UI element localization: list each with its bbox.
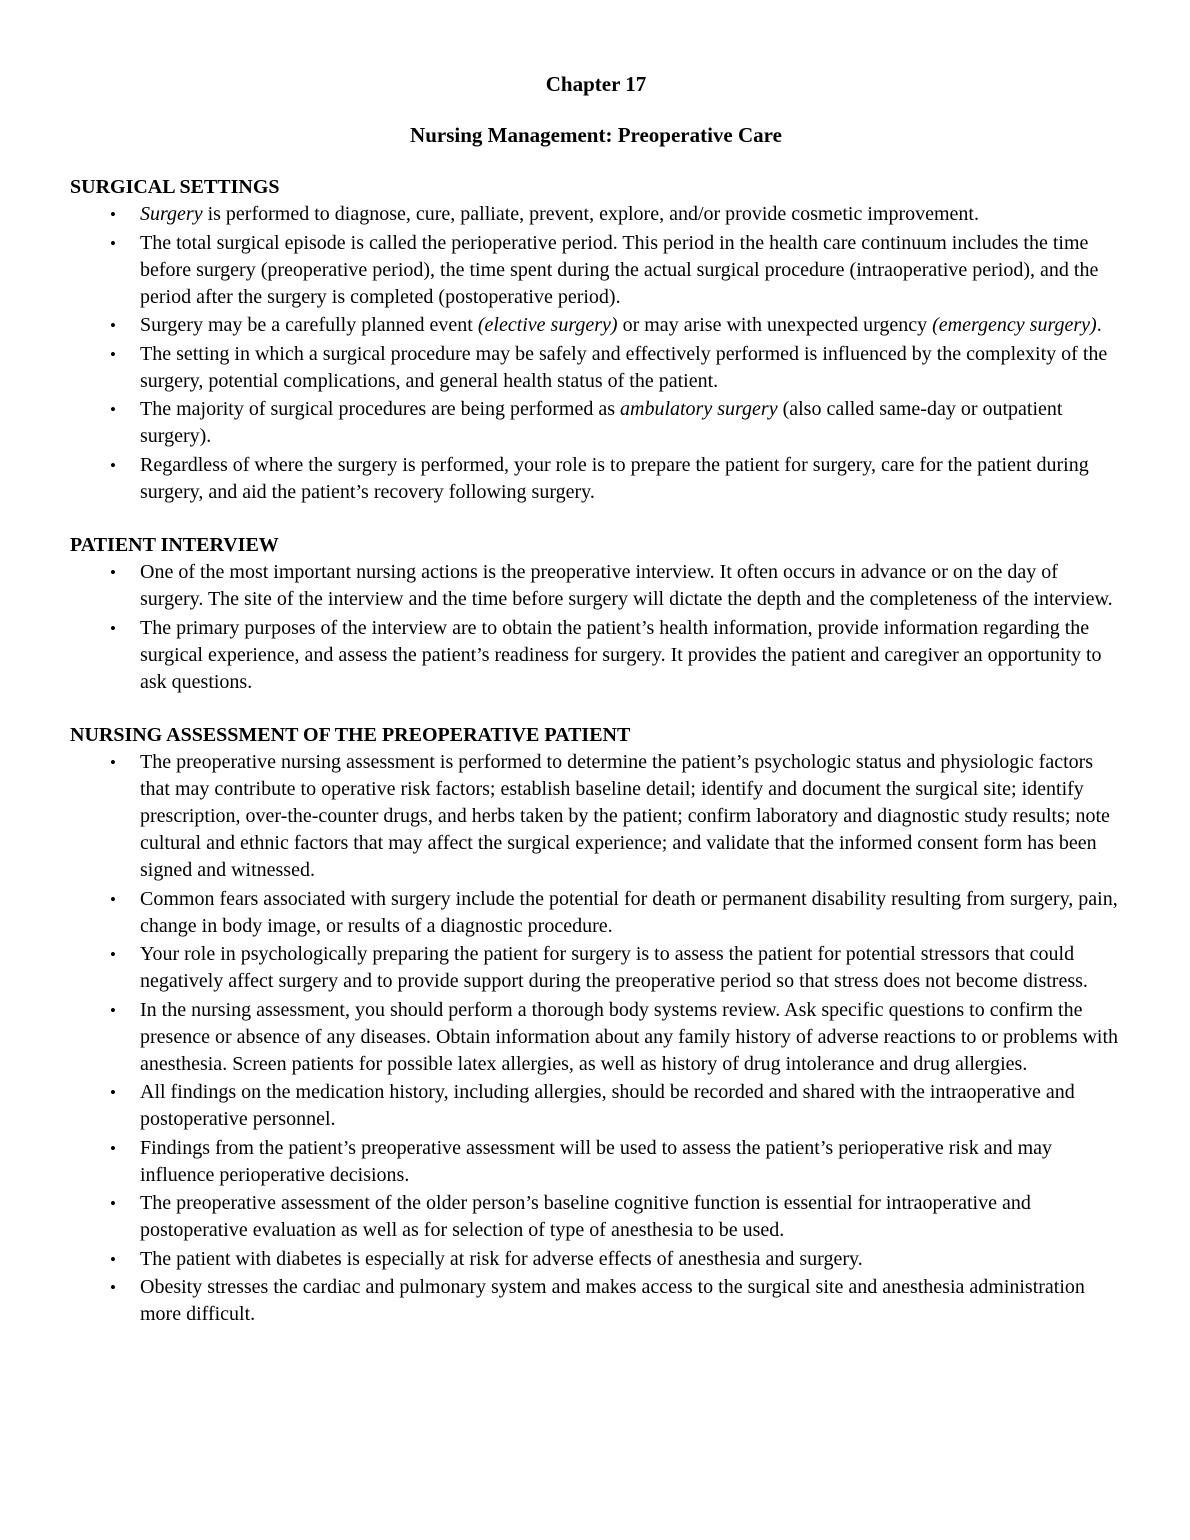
text-run: or may arise with unexpected urgency [617, 314, 933, 336]
text-run: . [1096, 314, 1102, 336]
list-item [70, 452, 1122, 506]
bullet-icon: • [110, 344, 116, 364]
text-run: The total surgical episode is called the perioperative period. This period in the health care continuum includes the time before surgery (preoperative period), the time spent during the actual surgical procedure (intraoperative period), and the period after the surgery is completed (postoperative period). [140, 231, 1099, 308]
italic-term: (emergency surgery) [932, 314, 1097, 336]
list-item [70, 559, 1122, 613]
bullet-icon: • [110, 563, 116, 582]
section-heading: NURSING ASSESSMENT OF THE PREOPERATIVE PATIENT [70, 724, 631, 746]
list-item [70, 1246, 1122, 1273]
bullet-icon: • [110, 205, 116, 224]
bullet-icon: • [110, 945, 116, 964]
list-item [70, 341, 1122, 395]
list-item [70, 1135, 1122, 1189]
italic-term: ambulatory surgery [620, 398, 778, 420]
list-item [70, 1274, 1122, 1328]
chapter-number: Chapter 17 [545, 72, 647, 96]
section-gap [70, 507, 1122, 532]
list-item [70, 749, 1122, 884]
document-page [70, 70, 1122, 1330]
text-run: One of the most important nursing actions is the preoperative interview. It often occurs in advance or on the day of surgery. The site of the interview and the time before surgery will dictate the depth and the completeness of the interview. [140, 561, 1113, 610]
text-run: The preoperative nursing assessment is performed to determine the patient’s psychologic status and physiologic factors that may contribute to operative risk factors; establish baseline detail; identify and document the surgical site; identify prescription, over-the-counter drugs, and herbs taken by the patient; confirm laboratory and diagnostic study results; note cultural and ethnic factors that may affect the surgical experience; and validate that the informed consent form has been signed and witnessed. [140, 751, 1110, 881]
text-run: In the nursing assessment, you should perform a thorough body systems review. Ask specific questions to confirm the presence or absence of any diseases. Obtain information about any family history of adverse reactions to or problems with anesthesia. Screen patients for possible latex allergies, as well as history of drug intolerance and drug allergies. [140, 998, 1119, 1075]
bullet-icon: • [110, 1083, 116, 1102]
text-run: All findings on the medication history, including allergies, should be recorded and shared with the intraoperative and postoperative personnel. [140, 1081, 1075, 1130]
text-run: Findings from the patient’s preoperative assessment will be used to assess the patient’s perioperative risk and may influence perioperative decisions. [140, 1136, 1053, 1186]
bullet-icon: • [110, 1194, 116, 1213]
text-run: The patient with diabetes is especially at risk for adverse effects of anesthesia and surgery. [140, 1247, 863, 1270]
text-run: Regardless of where the surgery is performed, your role is to prepare the patient for surgery, care for the patient during surgery, and aid the patient’s recovery following surgery. [140, 453, 1089, 503]
section-heading: SURGICAL SETTINGS [70, 176, 280, 198]
list-item [70, 1190, 1122, 1244]
text-run: (also called same-day or outpatient surgery). [140, 398, 1063, 447]
bullet-list [70, 201, 1122, 506]
list-item [70, 230, 1122, 311]
list-item [70, 886, 1122, 940]
list-item [70, 615, 1122, 696]
list-item [70, 1079, 1122, 1133]
bullet-icon: • [110, 400, 116, 419]
list-item [70, 201, 1122, 228]
list-item [70, 997, 1122, 1078]
section-gap [70, 697, 1122, 722]
bullet-icon: • [110, 889, 116, 909]
text-run: The preoperative assessment of the older person’s baseline cognitive function is essential for intraoperative and postoperative evaluation as well as for selection of type of anesthesia to be used. [140, 1192, 1031, 1241]
text-run: The primary purposes of the interview are to obtain the patient’s health information, provide information regarding the surgical experience, and assess the patient’s readiness for surgery. It provides the patient and caregiver an opportunity to ask questions. [140, 616, 1102, 693]
text-run: The majority of surgical procedures are being performed as [140, 398, 620, 420]
chapter-title: Nursing Management: Preoperative Care [410, 123, 782, 147]
italic-term: Surgery [140, 203, 203, 225]
bullet-icon: • [110, 1138, 116, 1158]
section-heading: PATIENT INTERVIEW [70, 534, 279, 556]
bullet-icon: • [110, 618, 116, 638]
bullet-list [70, 749, 1122, 1328]
text-run: The setting in which a surgical procedure may be safely and effectively performed is influenced by the complexity of the surgery, potential complications, and general health status of the patient. [140, 342, 1108, 392]
bullet-icon: • [110, 455, 116, 475]
list-item [70, 312, 1122, 339]
bullet-icon: • [110, 316, 116, 335]
bullet-icon: • [110, 1000, 116, 1020]
text-run: is performed to diagnose, cure, palliate, prevent, explore, and/or provide cosmetic improvement. [202, 203, 979, 225]
bullet-icon: • [110, 233, 116, 253]
italic-term: (elective surgery) [477, 314, 618, 336]
bullet-icon: • [110, 1249, 116, 1269]
bullet-list [70, 559, 1122, 696]
text-run: Common fears associated with surgery include the potential for death or permanent disability resulting from surgery, pain, change in body image, or results of a diagnostic procedure. [140, 887, 1118, 937]
document-body [70, 174, 1122, 1328]
text-run: Surgery may be a carefully planned event [140, 314, 478, 336]
list-item [70, 941, 1122, 995]
text-run: Obesity stresses the cardiac and pulmonary system and makes access to the surgical site and anesthesia administration more difficult. [140, 1276, 1085, 1325]
bullet-icon: • [110, 1278, 116, 1297]
bullet-icon: • [110, 753, 116, 772]
list-item [70, 396, 1122, 450]
text-run: Your role in psychologically preparing the patient for surgery is to assess the patient for potential stressors that could negatively affect surgery and to provide support during the preoperative period so that stress does not become distress. [140, 943, 1088, 992]
